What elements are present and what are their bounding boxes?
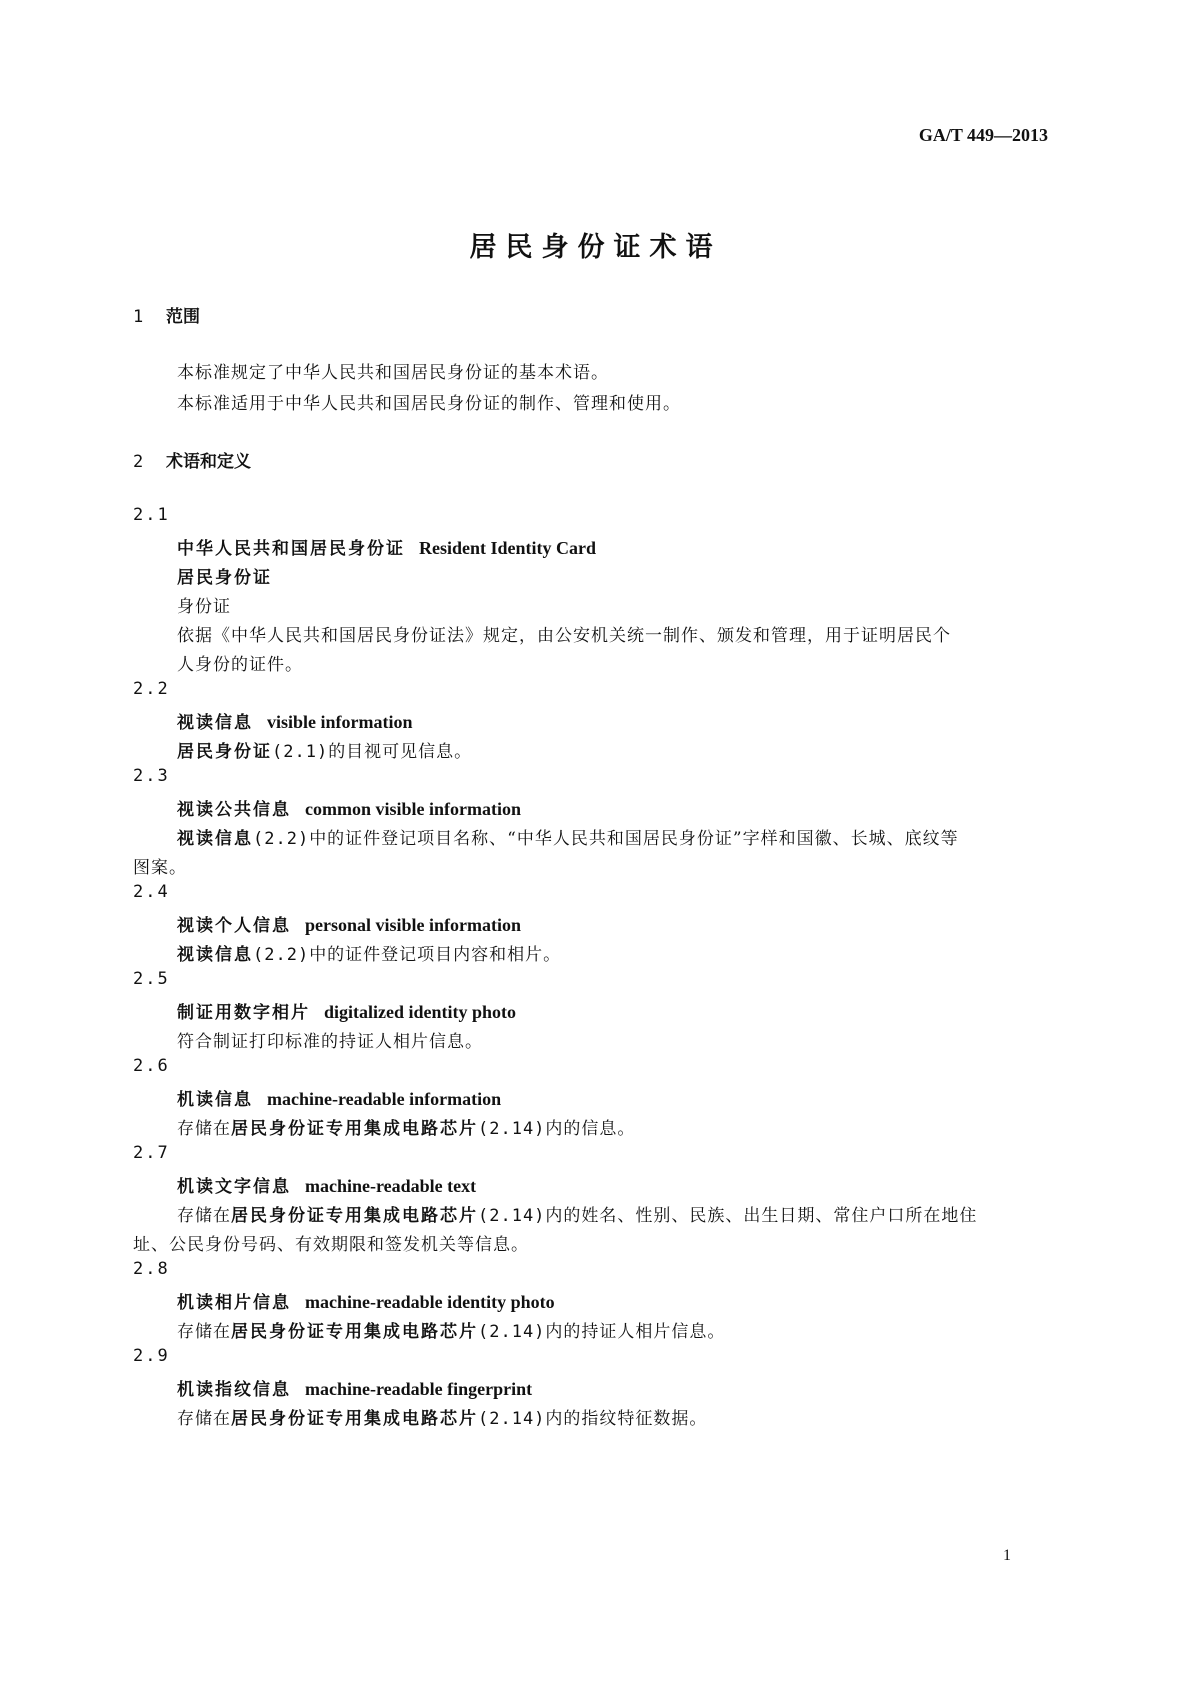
term-definition <box>177 1201 977 1226</box>
term-title <box>177 1085 501 1110</box>
page-number: 1 <box>1003 1547 1011 1564</box>
term-zh: 制证用数字相片 <box>177 1003 310 1023</box>
term-reference-number: (2.14) <box>478 1119 546 1139</box>
term-en: machine-readable information <box>267 1089 502 1109</box>
term-definition <box>177 1404 707 1429</box>
term-zh: 视读个人信息 <box>177 916 291 936</box>
term-zh: 机读文字信息 <box>177 1177 291 1197</box>
term-reference-number: (2.14) <box>478 1206 546 1226</box>
term-zh: 机读指纹信息 <box>177 1380 291 1400</box>
term-reference-number: (2.2) <box>253 829 310 849</box>
term-en: machine-readable text <box>305 1176 477 1196</box>
definition-text: 内的信息。 <box>545 1119 636 1139</box>
term-reference-number: (2.14) <box>478 1409 546 1429</box>
term-zh: 视读信息 <box>177 713 253 733</box>
term-zh: 视读公共信息 <box>177 800 291 820</box>
definition-text: 存储在 <box>177 1409 231 1429</box>
section-2-heading <box>133 447 251 472</box>
definition-text: 内的姓名、性别、民族、出生日期、常住户口所在地住 <box>545 1206 978 1226</box>
scope-paragraph-1: 本标准规定了中华人民共和国居民身份证的基本术语。 <box>177 363 609 383</box>
term-number: 2.8 <box>133 1259 170 1279</box>
term-en: personal visible information <box>305 915 522 935</box>
term-title <box>177 708 413 733</box>
term-reference-name: 视读信息 <box>177 945 253 965</box>
term-en: machine-readable fingerprint <box>305 1379 533 1399</box>
term-reference-number: (2.14) <box>478 1322 546 1342</box>
term-alt-name: 居民身份证 <box>177 568 272 588</box>
term-reference-name: 居民身份证 <box>177 742 272 762</box>
term-definition <box>177 940 561 965</box>
term-title <box>177 1375 532 1400</box>
definition-text: 中的证件登记项目内容和相片。 <box>309 945 562 965</box>
term-en: common visible information <box>305 799 521 819</box>
term-definition: 符合制证打印标准的持证人相片信息。 <box>177 1032 483 1052</box>
term-en: machine-readable identity photo <box>305 1292 555 1312</box>
term-title <box>177 795 521 820</box>
term-reference-name: 居民身份证专用集成电路芯片 <box>231 1206 478 1226</box>
section-1-heading <box>133 302 200 327</box>
term-number: 2.7 <box>133 1143 170 1163</box>
term-reference-name: 居民身份证专用集成电路芯片 <box>231 1322 478 1342</box>
term-number: 2.5 <box>133 969 170 989</box>
term-definition: 依据《中华人民共和国居民身份证法》规定，由公安机关统一制作、颁发和管理，用于证明居民个 <box>177 626 951 646</box>
term-en: digitalized identity photo <box>324 1002 517 1022</box>
term-reference-name: 居民身份证专用集成电路芯片 <box>231 1409 478 1429</box>
definition-text: 中的证件登记项目名称、“中华人民共和国居民身份证”字样和国徽、长城、底纹等 <box>309 829 959 849</box>
section-number: 2 <box>133 452 144 472</box>
term-reference-name: 视读信息 <box>177 829 253 849</box>
term-number: 2.4 <box>133 882 170 902</box>
term-title <box>177 998 516 1023</box>
term-definition <box>177 1317 725 1342</box>
term-number: 2.2 <box>133 679 170 699</box>
term-title <box>177 1288 555 1313</box>
term-alt-name: 身份证 <box>177 597 231 617</box>
term-reference-number: (2.1) <box>272 742 329 762</box>
term-definition-cont: 图案。 <box>133 858 187 878</box>
section-title: 术语和定义 <box>166 452 251 472</box>
term-reference-name: 居民身份证专用集成电路芯片 <box>231 1119 478 1139</box>
term-definition-cont: 址、公民身份号码、有效期限和签发机关等信息。 <box>133 1235 529 1255</box>
definition-text: 内的指纹特征数据。 <box>545 1409 708 1429</box>
term-number: 2.6 <box>133 1056 170 1076</box>
term-number: 2.1 <box>133 505 170 525</box>
term-definition <box>177 1114 635 1139</box>
standard-number: GA/T 449—2013 <box>918 125 1048 145</box>
term-definition <box>177 737 472 762</box>
definition-text: 存储在 <box>177 1322 231 1342</box>
section-number: 1 <box>133 307 144 327</box>
term-zh: 机读相片信息 <box>177 1293 291 1313</box>
term-en: Resident Identity Card <box>419 538 597 558</box>
term-reference-number: (2.2) <box>253 945 310 965</box>
term-title <box>177 1172 476 1197</box>
term-title <box>177 534 596 559</box>
term-zh: 中华人民共和国居民身份证 <box>177 539 405 559</box>
term-number: 2.3 <box>133 766 170 786</box>
scope-paragraph-2: 本标准适用于中华人民共和国居民身份证的制作、管理和使用。 <box>177 394 681 414</box>
definition-text: 存储在 <box>177 1206 231 1226</box>
page-title: 居民身份证术语 <box>469 232 722 263</box>
term-title <box>177 911 521 936</box>
term-definition <box>177 824 959 849</box>
section-title: 范围 <box>166 307 200 327</box>
term-number: 2.9 <box>133 1346 170 1366</box>
definition-text: 的目视可见信息。 <box>328 742 473 762</box>
definition-text: 内的持证人相片信息。 <box>545 1322 726 1342</box>
term-definition-cont: 人身份的证件。 <box>177 655 303 675</box>
term-zh: 机读信息 <box>177 1090 253 1110</box>
term-en: visible information <box>267 712 413 732</box>
definition-text: 存储在 <box>177 1119 231 1139</box>
